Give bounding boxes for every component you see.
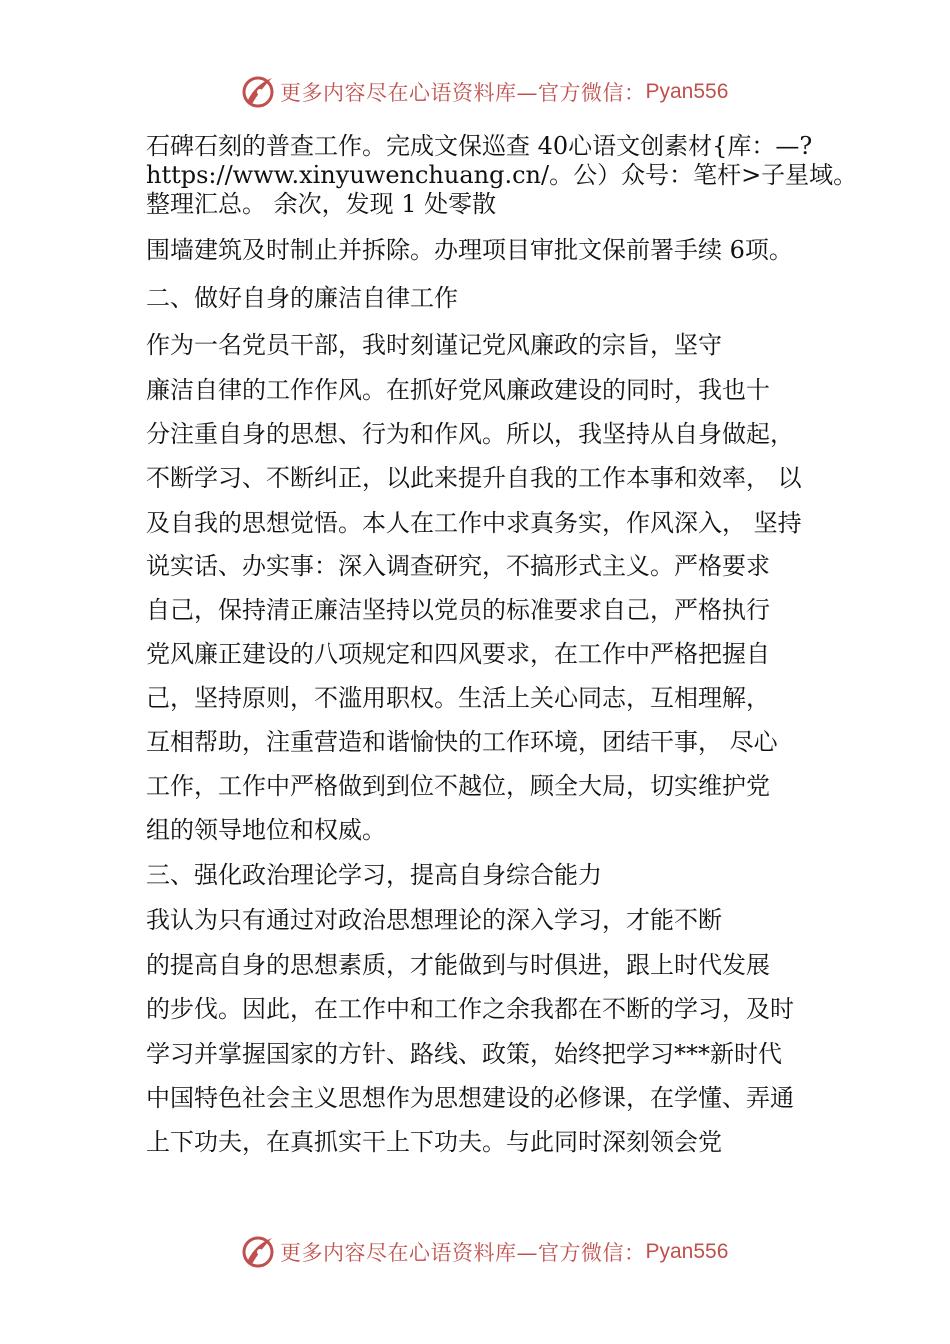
banner-wechat-id: Pyan556 <box>645 80 729 103</box>
brush-logo-icon <box>240 74 276 110</box>
section-heading: 二、做好自身的廉洁自律工作 <box>146 284 458 312</box>
text-line: 党风廉正建设的八项规定和四风要求，在工作中严格把握自 <box>146 640 770 668</box>
banner-text: 更多内容尽在心语资料库—官方微信： <box>280 81 646 105</box>
text-line: 廉洁自律的工作作风。在抓好党风廉政建设的同时，我也十 <box>146 376 770 404</box>
text-line: 的提高自身的思想素质，才能做到与时俱进，跟上时代发展 <box>146 951 770 979</box>
header-banner <box>240 72 728 112</box>
text-line: 整理汇总。 余次，发现 1 处零散 <box>146 190 497 218</box>
text-line: 的步伐。因此，在工作中和工作之余我都在不断的学习，及时 <box>146 995 794 1023</box>
text-line: 己，坚持原则，不滥用职权。生活上关心同志，互相理解， <box>146 684 770 712</box>
brush-logo-icon <box>240 1234 276 1270</box>
text-line: https://www.xinyuwenchuang.cn/。公）众号：笔杆>子星域。 <box>146 161 858 189</box>
banner-wechat-id: Pyan556 <box>645 1240 729 1263</box>
text-line: 及自我的思想觉悟。本人在工作中求真务实，作风深入， 坚持 <box>146 509 802 537</box>
text-line: 说实话、办实事：深入调查研究，不搞形式主义。严格要求 <box>146 552 770 580</box>
text-line: 学习并掌握国家的方针、路线、政策，始终把学习***新时代 <box>146 1040 782 1068</box>
text-line: 工作，工作中严格做到到位不越位，顾全大局，切实维护党 <box>146 772 770 800</box>
text-line: 围墙建筑及时制止并拆除。办理项目审批文保前署手续 6项。 <box>146 236 793 264</box>
text-line: 石碑石刻的普查工作。完成文保巡查 40心语文创素材{库：—? <box>146 132 813 160</box>
text-line: 作为一名党员干部，我时刻谨记党风廉政的宗旨，坚守 <box>146 331 722 359</box>
text-line: 不断学习、不断纠正，以此来提升自我的工作本事和效率， 以 <box>146 464 802 492</box>
text-line: 组的领导地位和权威。 <box>146 816 386 844</box>
text-line: 中国特色社会主义思想作为思想建设的必修课，在学懂、弄通 <box>146 1084 794 1112</box>
banner-text: 更多内容尽在心语资料库—官方微信： <box>280 1241 646 1265</box>
text-line: 自己，保持清正廉洁坚持以党员的标准要求自己，严格执行 <box>146 596 770 624</box>
text-line: 上下功夫，在真抓实干上下功夫。与此同时深刻领会党 <box>146 1128 722 1156</box>
text-line: 互相帮助，注重营造和谐愉快的工作环境，团结干事， 尽心 <box>146 728 778 756</box>
text-line: 我认为只有通过对政治思想理论的深入学习，才能不断 <box>146 906 722 934</box>
footer-banner <box>240 1232 728 1272</box>
text-line: 分注重自身的思想、行为和作风。所以，我坚持从自身做起， <box>146 420 794 448</box>
section-heading: 三、强化政治理论学习，提高自身综合能力 <box>146 861 602 889</box>
